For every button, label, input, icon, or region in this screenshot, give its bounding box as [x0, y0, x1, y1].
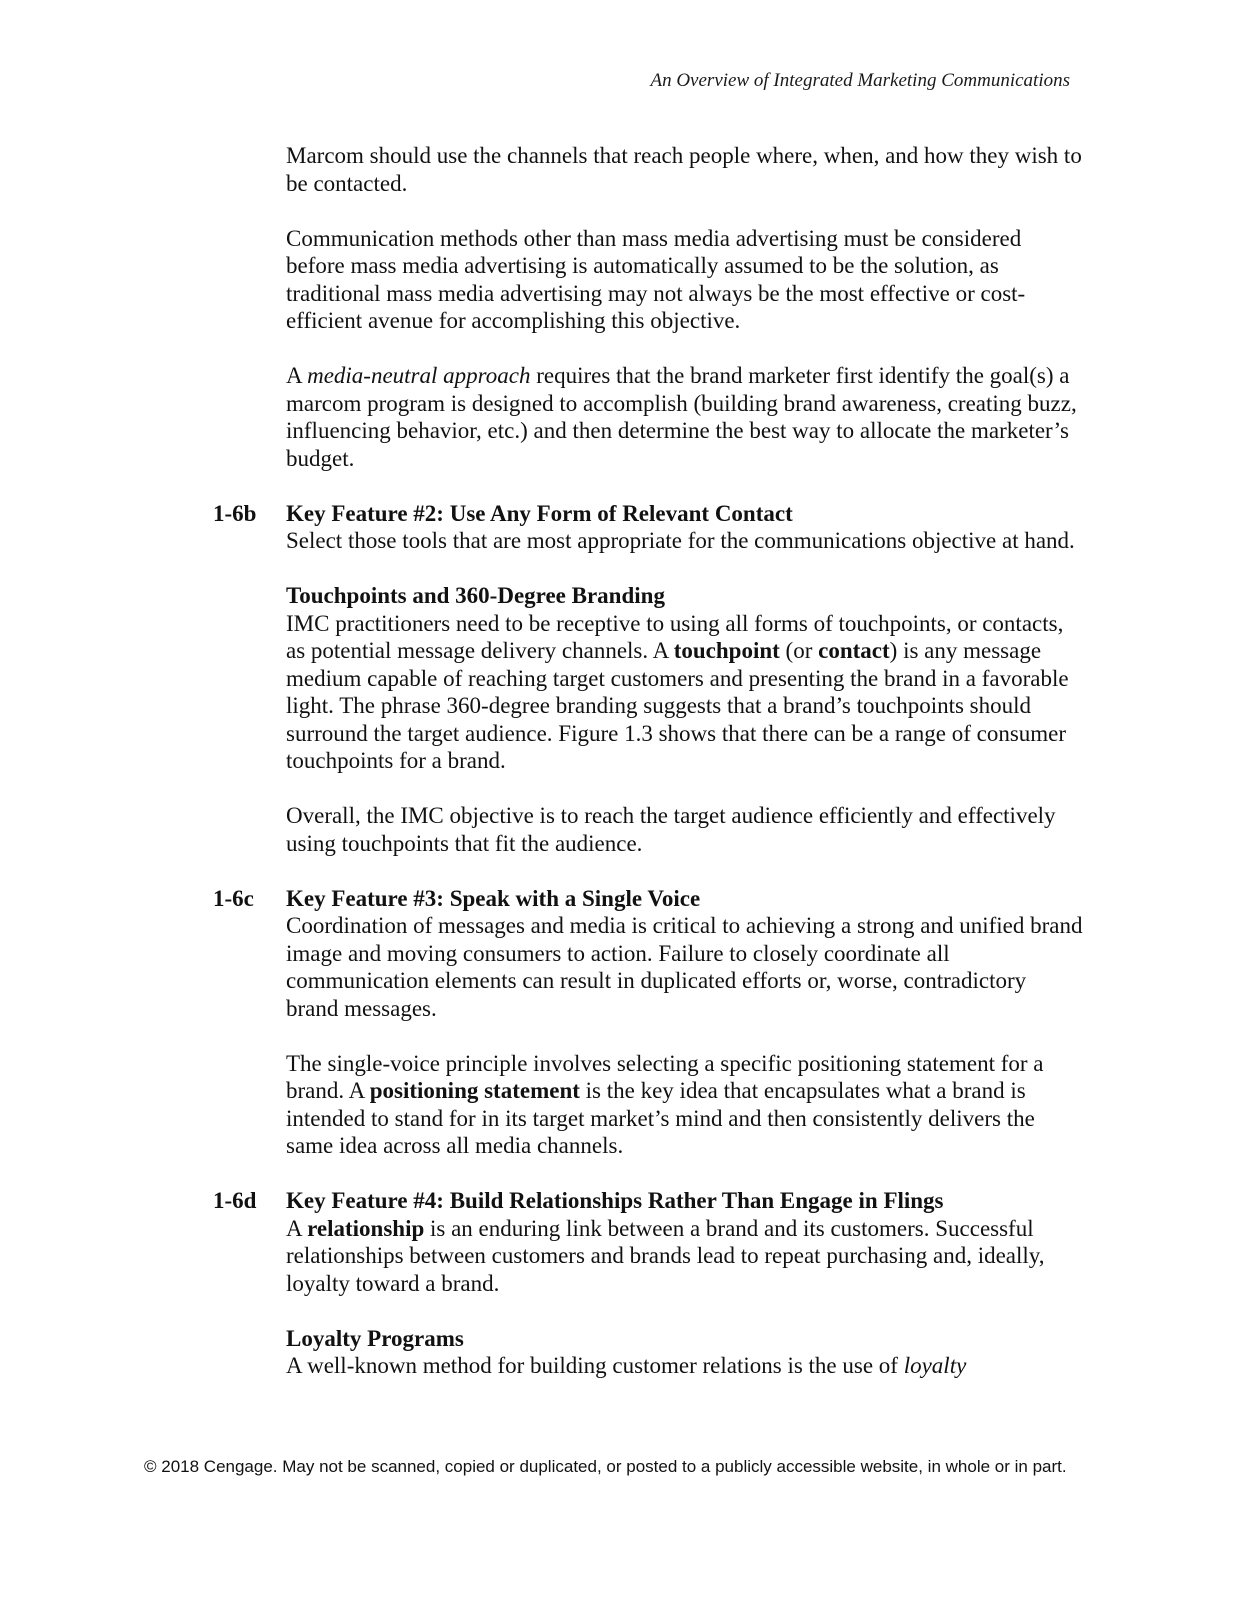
- intro-paragraph-1: Marcom should use the channels that reach people where, when, and how they wish to be contacted.: [286, 143, 1082, 196]
- intro-paragraph-3: [286, 362, 1083, 472]
- text-run: The single-voice principle involves selecting a specific positioning statement for a brand. A: [286, 1050, 1044, 1103]
- term-contact: contact: [818, 638, 890, 663]
- section-number: 1-6b: [213, 500, 257, 526]
- text-run: IMC practitioners need to be receptive to using all forms of touchpoints, or contacts, as potential message delivery channels. A: [286, 610, 1064, 663]
- text-run: is the key idea that encapsulates what a brand is intended to stand for in its target market’s mind and then consistently delivers the same idea across all media channels.: [286, 1078, 1035, 1158]
- running-header: An Overview of Integrated Marketing Communications: [650, 70, 1070, 91]
- copyright-footer: © 2018 Cengage. May not be scanned, copied or duplicated, or posted to a publicly accessible website, in whole or in part.: [144, 1457, 1067, 1476]
- section-title: Key Feature #2: Use Any Form of Relevant Contact: [286, 500, 793, 526]
- page-body: [213, 142, 1083, 1380]
- intro-p3-pre: A: [286, 363, 308, 388]
- section-1-6b: [213, 500, 1083, 858]
- intro-p3-post: requires that the brand marketer first identify the goal(s) a marcom program is designed to accomplish (building brand awareness, creating buzz, influencing behavior, etc.) and then determine the best way to allocate the marketer’s budget.: [286, 363, 1077, 471]
- section-paragraph: Select those tools that are most appropriate for the communications objective at hand.: [286, 528, 1075, 553]
- positioning-paragraph: [286, 1050, 1083, 1160]
- loyalty-paragraph: [286, 1352, 1083, 1380]
- term-touchpoint: touchpoint: [673, 638, 780, 663]
- section-number: 1-6c: [213, 885, 254, 911]
- subsection-title-touchpoints: Touchpoints and 360-Degree Branding: [286, 583, 665, 608]
- section-1-6d: [213, 1187, 1083, 1380]
- term-loyalty: loyalty: [903, 1353, 967, 1378]
- section-1-6c: [213, 885, 1083, 1160]
- text-run: (or: [779, 638, 819, 663]
- subsection-title-loyalty: Loyalty Programs: [286, 1325, 464, 1351]
- text-run: A well-known method for building customer relations is the use of: [286, 1353, 904, 1378]
- text-run: ) is any message medium capable of reaching target customers and presenting the brand in a favorable light. The phrase 360-degree branding suggests that a brand’s touchpoints should surround the target audience. Figure 1.3 shows that there can be a range of consumer touchpoints for a brand.: [286, 638, 1069, 773]
- term-relationship: relationship: [307, 1215, 425, 1241]
- section-number: 1-6d: [213, 1188, 257, 1213]
- intro-paragraph-2: Communication methods other than mass media advertising must be considered before mass media advertising is automatically assumed to be the solution, as traditional mass media advertising may not always be the most effective or cost-efficient avenue for accomplishing this objective.: [286, 225, 1026, 333]
- text-run: is an enduring link between a brand and its customers. Successful relationships between customers and brands lead to repeat purchasing and, ideally, loyalty toward a brand.: [286, 1215, 1045, 1296]
- relationship-paragraph: [286, 1215, 1083, 1298]
- section-title: Key Feature #4: Build Relationships Rather Than Engage in Flings: [286, 1188, 944, 1213]
- section-title: Key Feature #3: Speak with a Single Voice: [286, 885, 701, 911]
- term-positioning-statement: positioning statement: [369, 1078, 580, 1103]
- touchpoints-paragraph: [286, 610, 1083, 775]
- intro-section: [213, 142, 1083, 472]
- text-run: A: [286, 1215, 308, 1241]
- imc-objective-paragraph: Overall, the IMC objective is to reach the target audience efficiently and effectively using touchpoints that fit the audience.: [286, 803, 1056, 856]
- section-paragraph: Coordination of messages and media is critical to achieving a strong and unified brand image and moving consumers to action. Failure to closely coordinate all communication elements can result in duplicated efforts or, worse, contradictory brand messages.: [286, 913, 1083, 1021]
- term-media-neutral-approach: media-neutral approach: [307, 363, 531, 388]
